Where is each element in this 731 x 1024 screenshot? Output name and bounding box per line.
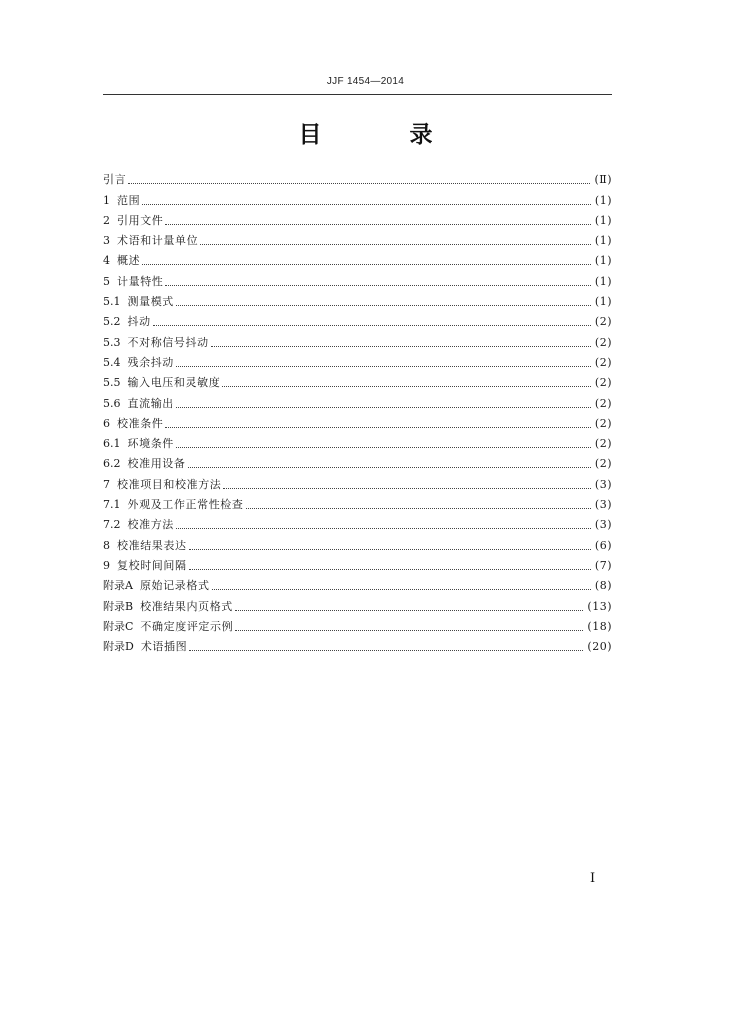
dot-leader	[188, 467, 591, 468]
document-code-header: JJF 1454—2014	[326, 76, 405, 87]
toc-entry-label: 术语插图	[140, 640, 188, 654]
toc-entry-number: 6	[103, 416, 110, 430]
toc-entry-number: 5.6	[103, 396, 121, 410]
dot-leader	[153, 325, 591, 326]
toc-entry-number: 附录B	[103, 599, 134, 613]
dot-leader	[165, 285, 591, 286]
toc-entry[interactable]	[103, 471, 612, 491]
toc-entry-page: (6)	[594, 538, 612, 552]
toc-entry-label: 残余抖动	[127, 355, 174, 369]
toc-entry-number: 5	[103, 274, 110, 288]
toc-entry[interactable]	[103, 492, 612, 512]
toc-entry-label: 复校时间间隔	[117, 558, 187, 572]
dot-leader	[176, 305, 591, 306]
toc-entry-page: (2)	[594, 315, 612, 329]
toc-entry-page: (18)	[587, 619, 612, 633]
toc-entry-label: 输入电压和灵敏度	[127, 376, 221, 390]
toc-entry[interactable]	[103, 411, 612, 431]
toc-entry-label: 术语和计量单位	[117, 234, 199, 248]
toc-entry-number: 5.1	[103, 295, 121, 309]
toc-entry-label: 直流输出	[127, 396, 174, 410]
toc-entry-label: 校准结果表达	[117, 538, 187, 552]
toc-entry-number: 5.5	[103, 376, 121, 390]
toc-entry-page: (2)	[594, 457, 612, 471]
toc-entry-page: (3)	[594, 498, 612, 512]
dot-leader	[235, 630, 583, 631]
toc-entry-number: 3	[103, 234, 110, 248]
toc-entry-number: 7	[103, 477, 110, 491]
dot-leader	[211, 346, 591, 347]
toc-entry-label: 测量模式	[127, 295, 174, 309]
toc-entry-number: 4	[103, 254, 110, 268]
toc-entry[interactable]	[103, 553, 612, 573]
dot-leader	[189, 650, 583, 651]
toc-entry[interactable]	[103, 208, 612, 228]
toc-entry-page: (2)	[594, 437, 612, 451]
toc-entry-page: (3)	[594, 518, 612, 532]
toc-entry-label: 校准条件	[117, 416, 164, 430]
toc-entry-page: (1)	[594, 213, 612, 227]
toc-entry-page: (2)	[594, 355, 612, 369]
dot-leader	[142, 264, 591, 265]
page-number: I	[590, 871, 596, 886]
toc-entry-number: 附录C	[103, 619, 134, 633]
toc-entry-label: 校准结果内页格式	[140, 599, 233, 613]
toc-entry-label: 校准用设备	[127, 457, 186, 471]
toc-entry[interactable]	[103, 350, 612, 370]
toc-entry[interactable]	[103, 634, 612, 654]
toc-entry-page: (7)	[594, 558, 612, 572]
toc-entry-label: 抖动	[127, 315, 151, 329]
toc-entry-page: (Ⅱ)	[594, 173, 612, 187]
toc-entry-number: 7.2	[103, 518, 121, 532]
toc-entry-page: (2)	[594, 416, 612, 430]
toc-entry-number: 7.1	[103, 498, 121, 512]
toc-entry[interactable]	[103, 187, 612, 207]
toc-entry-number: 6.2	[103, 457, 121, 471]
toc-entry-number: 5.3	[103, 335, 121, 349]
toc-entry-number: 5.4	[103, 355, 121, 369]
toc-entry[interactable]	[103, 370, 612, 390]
toc-entry-number: 9	[103, 558, 110, 572]
toc-entry-page: (2)	[594, 396, 612, 410]
toc-entry-label: 校准方法	[127, 518, 174, 532]
dot-leader	[165, 427, 591, 428]
toc-entry-page: (20)	[587, 640, 612, 654]
dot-leader	[142, 204, 591, 205]
toc-entry-page: (8)	[594, 579, 612, 593]
toc-entry-label: 引言	[103, 173, 127, 187]
dot-leader	[235, 610, 584, 611]
toc-entry-number: 6.1	[103, 437, 121, 451]
toc-entry[interactable]	[103, 512, 612, 532]
toc-entry-label: 引用文件	[117, 213, 164, 227]
toc-entry-label: 不对称信号抖动	[127, 335, 209, 349]
toc-entry-label: 外观及工作正常性检查	[127, 498, 244, 512]
dot-leader	[223, 488, 591, 489]
toc-entry[interactable]	[103, 390, 612, 410]
header-divider	[103, 94, 612, 95]
dot-leader	[189, 569, 591, 570]
dot-leader	[246, 508, 591, 509]
toc-entry[interactable]	[103, 167, 612, 187]
toc-entry[interactable]	[103, 593, 612, 613]
toc-entry-number: 附录D	[103, 640, 134, 654]
toc-entry-page: (1)	[594, 254, 612, 268]
toc-entry-page: (1)	[594, 295, 612, 309]
toc-entry-label: 原始记录格式	[139, 579, 210, 593]
dot-leader	[189, 549, 591, 550]
toc-title: 目 录	[298, 122, 473, 148]
toc-entry-label: 环境条件	[127, 437, 174, 451]
toc-entry[interactable]	[103, 573, 612, 593]
toc-entry[interactable]	[103, 329, 612, 349]
toc-entry-label: 计量特性	[117, 274, 164, 288]
toc-entry-page: (2)	[594, 376, 612, 390]
toc-entry[interactable]	[103, 614, 612, 634]
toc-entry-page: (1)	[594, 274, 612, 288]
toc-entry-label: 范围	[117, 193, 141, 207]
toc-entry-number: 8	[103, 538, 110, 552]
toc-entry[interactable]	[103, 289, 612, 309]
toc-entry[interactable]	[103, 268, 612, 288]
toc-entry-page: (1)	[594, 193, 612, 207]
table-of-contents	[103, 167, 612, 654]
toc-entry[interactable]	[103, 248, 612, 268]
toc-entry-number: 附录A	[103, 579, 133, 593]
toc-entry[interactable]	[103, 532, 612, 552]
toc-entry-page: (3)	[594, 477, 612, 491]
toc-entry[interactable]	[103, 451, 612, 471]
toc-entry-page: (1)	[594, 234, 612, 248]
toc-entry-number: 2	[103, 213, 110, 227]
dot-leader	[176, 528, 591, 529]
toc-entry[interactable]	[103, 228, 612, 248]
toc-entry-page: (13)	[587, 599, 612, 613]
dot-leader	[165, 224, 591, 225]
toc-entry-page: (2)	[594, 335, 612, 349]
toc-entry-label: 概述	[117, 254, 141, 268]
dot-leader	[212, 589, 591, 590]
dot-leader	[176, 407, 591, 408]
dot-leader	[176, 447, 591, 448]
dot-leader	[222, 386, 591, 387]
toc-entry-label: 校准项目和校准方法	[117, 477, 222, 491]
dot-leader	[176, 366, 591, 367]
toc-entry-label: 不确定度评定示例	[140, 619, 234, 633]
toc-entry[interactable]	[103, 431, 612, 451]
toc-entry-number: 5.2	[103, 315, 121, 329]
dot-leader	[128, 183, 590, 184]
toc-entry[interactable]	[103, 309, 612, 329]
toc-entry-number: 1	[103, 193, 110, 207]
dot-leader	[200, 244, 591, 245]
